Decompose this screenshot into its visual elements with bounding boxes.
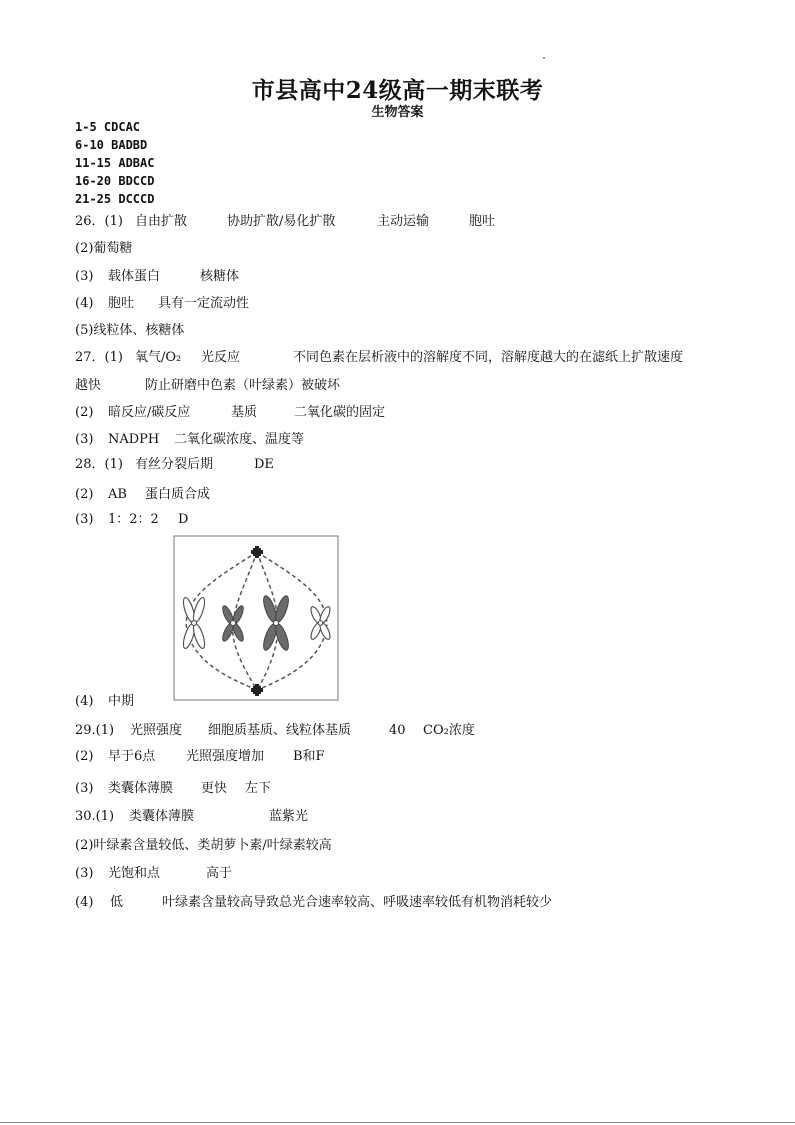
q30-line-1 — [75, 805, 308, 824]
q27-1-c: 不同色素在层析液中的溶解度不同，溶解度越大的在滤纸上扩散速度 — [293, 350, 684, 365]
q26-line-1 — [75, 210, 495, 229]
q28-1-num: 28．(1) — [75, 457, 123, 472]
centriole-top-icon — [251, 546, 263, 558]
q26-1-num: 26．(1) — [75, 214, 123, 229]
q26-3-b: 核糖体 — [200, 269, 240, 284]
q26-4-num: (4) — [75, 296, 94, 311]
q28-4-a: 中期 — [108, 694, 135, 709]
page-title: 市县高中24级高一期末联考 — [251, 77, 544, 104]
q30-line-3 — [75, 862, 232, 881]
q26-3-num: (3) — [75, 269, 94, 284]
q29-3-b: 更快 — [201, 781, 228, 796]
q27-line-1 — [75, 346, 683, 365]
q29-2-c: B和F — [293, 749, 325, 764]
q26-line-3 — [75, 265, 239, 284]
q29-2-b: 光照强度增加 — [186, 749, 265, 764]
q29-1-a: 光照强度 — [130, 723, 183, 738]
chromosome-2-icon — [221, 604, 246, 642]
q30-1-b: 蓝紫光 — [269, 809, 309, 824]
q29-1-b: 细胞质基质、线粒体基质 — [208, 723, 352, 738]
q29-3-c: 左下 — [245, 781, 272, 796]
q27-line-3 — [75, 428, 304, 447]
q28-1-b: DE — [254, 457, 274, 472]
q30-4-a: 低 — [110, 895, 124, 910]
q28-2-a: AB — [108, 487, 127, 502]
q29-3-a: 类囊体薄膜 — [108, 781, 174, 796]
q26-1-c: 主动运输 — [377, 214, 430, 229]
figure-shadow — [337, 537, 339, 701]
chromosome-1-icon — [181, 596, 207, 649]
q28-line-1 — [75, 453, 274, 472]
q27-1b-b: 防止研磨中色素（叶绿素）被破坏 — [145, 378, 341, 393]
q27-3-num: (3) — [75, 432, 94, 447]
page-bottom-edge — [0, 1122, 795, 1123]
q26-line-4 — [75, 292, 249, 311]
q27-line-1b — [75, 374, 340, 393]
q29-1-c: 40 — [389, 723, 406, 738]
mc-answer-1: 1-5 CDCAC — [75, 120, 141, 134]
q30-4-num: (4) — [75, 895, 94, 910]
q30-1-num: 30.(1) — [75, 809, 115, 824]
q28-3-num: (3) — [75, 512, 94, 527]
q29-line-2 — [75, 745, 325, 764]
q28-2-b: 蛋白质合成 — [145, 487, 211, 502]
q28-line-2 — [75, 483, 210, 502]
q28-line-4 — [75, 690, 134, 709]
q29-1-d: CO₂浓度 — [423, 723, 475, 738]
chromosome-4-icon — [309, 605, 332, 640]
q30-line-4 — [75, 891, 552, 910]
q30-1-a: 类囊体薄膜 — [129, 809, 195, 824]
q29-3-num: (3) — [75, 781, 94, 796]
q30-3-a: 光饱和点 — [108, 866, 161, 881]
mc-answer-4: 16-20 BDCCD — [75, 174, 155, 188]
q27-1-num: 27．(1) — [75, 350, 123, 365]
q26-1-a: 自由扩散 — [135, 214, 188, 229]
q29-2-a: 早于6点 — [108, 749, 156, 764]
q28-3-a: 1：2：2 — [108, 512, 159, 527]
q28-3-b: D — [178, 512, 189, 527]
q28-4-num: (4) — [75, 694, 94, 709]
q28-1-a: 有丝分裂后期 — [135, 457, 214, 472]
q27-3-a: NADPH — [108, 432, 160, 447]
q27-3-b: 二氧化碳浓度、温度等 — [174, 432, 305, 447]
q28-line-3 — [75, 508, 188, 527]
q26-3-a: 载体蛋白 — [108, 269, 161, 284]
q27-1b-a: 越快 — [75, 378, 102, 393]
centriole-bottom-icon — [251, 684, 263, 696]
scan-speck — [543, 57, 545, 59]
q27-1-b: 光反应 — [201, 350, 241, 365]
q29-1-num: 29.(1) — [75, 723, 115, 738]
mc-answer-3: 11-15 ADBAC — [75, 156, 155, 170]
q30-3-b: 高于 — [206, 866, 233, 881]
q27-1-a: 氧气/O₂ — [135, 350, 182, 365]
q29-line-1 — [75, 719, 475, 738]
q26-4-a: 胞吐 — [108, 296, 135, 311]
q28-2-num: (2) — [75, 487, 94, 502]
q27-2-c: 二氧化碳的固定 — [294, 405, 386, 420]
metaphase-spindle-diagram-icon — [173, 535, 340, 702]
q26-4-b: 具有一定流动性 — [158, 296, 250, 311]
page-subtitle: 生物答案 — [371, 105, 424, 120]
q30-4-b: 叶绿素含量较高导致总光合速率较高、呼吸速率较低有机物消耗较少 — [162, 895, 553, 910]
q26-line-5: (5)线粒体、核糖体 — [75, 323, 185, 338]
q26-1-d: 胞吐 — [469, 214, 496, 229]
q27-2-num: (2) — [75, 405, 94, 420]
q30-line-2: (2)叶绿素含量较低、类胡萝卜素/叶绿素较高 — [75, 838, 332, 853]
q27-line-2 — [75, 401, 385, 420]
q29-2-num: (2) — [75, 749, 94, 764]
mc-answer-5: 21-25 DCCCD — [75, 192, 155, 206]
mc-answer-2: 6-10 BADBD — [75, 138, 148, 152]
spindle-fibers — [186, 552, 326, 690]
q27-2-a: 暗反应/碳反应 — [108, 405, 191, 420]
q29-line-3 — [75, 777, 271, 796]
q30-3-num: (3) — [75, 866, 94, 881]
q26-line-2: (2)葡萄糖 — [75, 241, 133, 256]
q26-1-b: 协助扩散/易化扩散 — [227, 214, 336, 229]
q27-2-b: 基质 — [231, 405, 258, 420]
